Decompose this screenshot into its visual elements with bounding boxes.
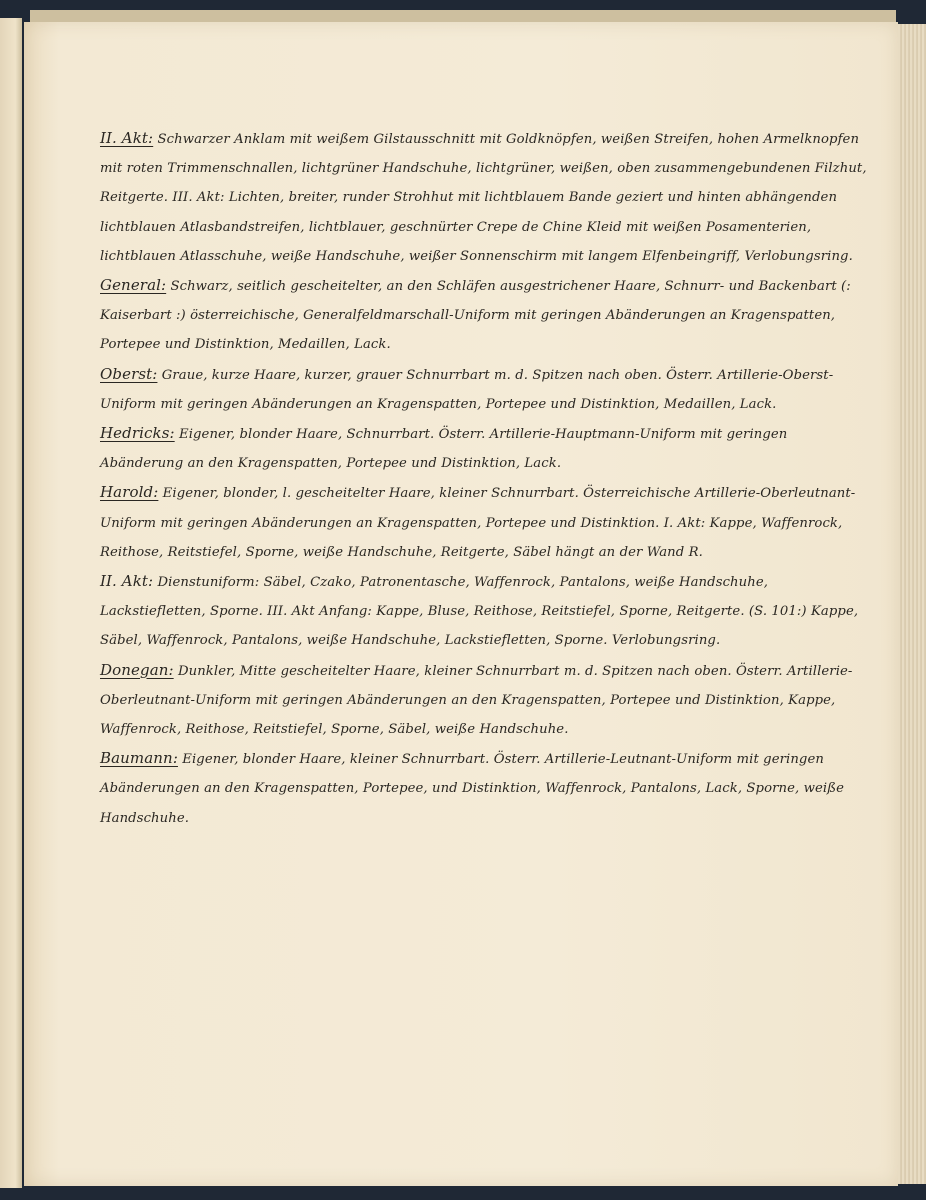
paragraph-hedricks [100,419,870,478]
paragraph-general [100,271,870,360]
paragraph-lead: Harold: [100,483,159,502]
paragraph-body: Eigener, blonder Haare, Schnurrbart. Österr. Artillerie-Hauptmann-Uniform mit geringen Abänderung an den Kragenspatten, Portepee und Distinktion, Lack. [100,427,788,472]
manuscript-text [100,124,870,833]
paragraph-body: Dienstuniform: Säbel, Czako, Patronentasche, Waffenrock, Pantalons, weiße Handschuhe, Lackstiefletten, Sporne. III. Akt Anfang: Kappe, Bluse, Reithose, Reitstiefel, Sporne, Reitgerte. (S. 101:) Kappe, Säbel, Waffenrock, Pantalons, weiße Handschuhe, Lackstiefletten, Sporne. Verlobungsring. [100,575,859,649]
paragraph-akt-2-lady [100,124,870,271]
paragraph-donegan [100,656,870,745]
paragraph-lead: Hedricks: [100,424,175,443]
book-top-edge [30,10,896,22]
paragraph-harold [100,478,870,567]
facing-page-edge [0,18,22,1188]
paragraph-body: Graue, kurze Haare, kurzer, grauer Schnurrbart m. d. Spitzen nach oben. Österr. Artillerie-Oberst-Uniform mit geringen Abänderungen an Kragenspatten, Portepee und Distinktion, Medaillen, Lack. [100,367,834,412]
page-stack-edge [898,24,926,1184]
paragraph-body: Schwarz, seitlich gescheitelter, an den Schläfen ausgestrichener Haare, Schnurr- und Backenbart (: Kaiserbart :) österreichische, Generalfeldmarschall-Uniform mit geringen Abänderungen an Kragenspatten, Portepee und Distinktion, Medaillen, Lack. [100,279,851,353]
paragraph-body: Schwarzer Anklam mit weißem Gilstausschnitt mit Goldknöpfen, weißen Streifen, hohen Armelknopfen mit roten Trimmenschnallen, lichtgrüner Handschuhe, lichtgrüner, weißen, oben zusammengebundenen Filzhut, Reitgerte. III. Akt: Lichten, breiter, runder Strohhut mit lichtblauem Bande geziert und hinten abhängenden lichtblauen Atlasbandstreifen, lichtblauer, geschnürter Crepe de Chine Kleid mit weißen Posamenterien, lichtblauen Atlasschuhe, weiße Handschuhe, weißer Sonnenschirm mit langem Elfenbeingriff, Verlobungsring. [100,132,867,264]
paragraph-akt-2-harold [100,567,870,656]
paragraph-lead: II. Akt: [100,572,154,591]
paragraph-lead: Baumann: [100,749,178,768]
paragraph-lead: General: [100,276,167,295]
paragraph-oberst [100,360,870,419]
paragraph-body: Dunkler, Mitte gescheitelter Haare, kleiner Schnurrbart m. d. Spitzen nach oben. Österr. Artillerie-Oberleutnant-Uniform mit geringen Abänderungen an den Kragenspatten, Portepee und Distinktion, Kappe, Waffenrock, Reithose, Reitstiefel, Sporne, Säbel, weiße Handschuhe. [100,663,853,738]
paragraph-baumann [100,744,870,833]
paragraph-body: Eigener, blonder Haare, kleiner Schnurrbart. Österr. Artillerie-Leutnant-Uniform mit geringen Abänderungen an den Kragenspatten, Portepee, und Distinktion, Waffenrock, Pantalons, Lack, Sporne, weiße Handschuhe. [100,752,845,826]
paragraph-lead: Oberst: [100,364,158,383]
paragraph-lead: Donegan: [100,660,174,679]
paragraph-lead: II. Akt: [100,129,154,147]
paragraph-body: Eigener, blonder, l. gescheitelter Haare, kleiner Schnurrbart. Österreichische Artillerie-Oberleutnant-Uniform mit geringen Abänderungen an Kragenspatten, Portepee und Distinktion. I. Akt: Kappe, Waffenrock, Reithose, Reitstiefel, Sporne, weiße Handschuhe, Reitgerte, Säbel hängt an der Wand R. [100,486,856,560]
